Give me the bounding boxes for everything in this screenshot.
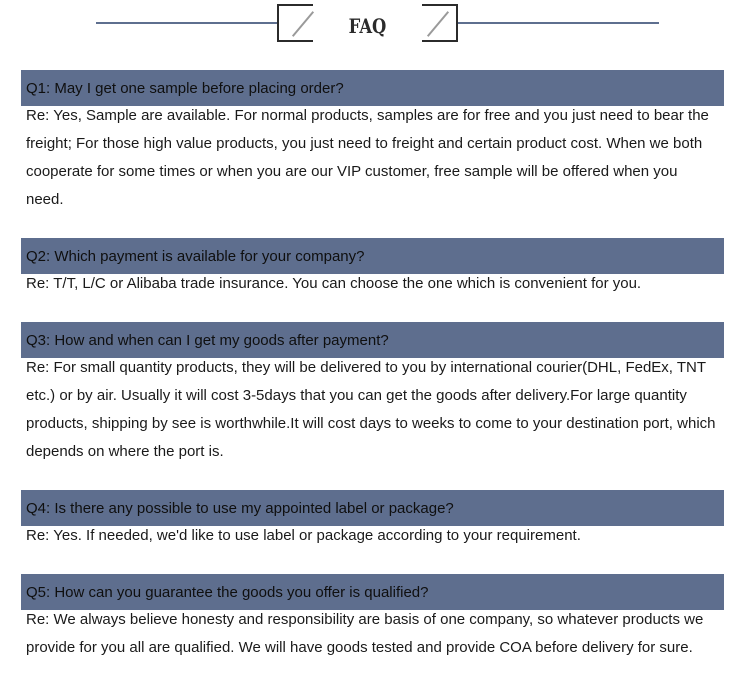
faq-question-4: Q4: Is there any possible to use my appointed label or package?: [21, 490, 724, 526]
faq-answer-5: Re: We always believe honesty and responsibility are basis of one company, so whatever products we provide for you all are qualified. We will have goods tested and provide COA before delivery for sure.: [26, 611, 704, 656]
faq-answer-3: Re: For small quantity products, they will be delivered to you by international courier(DHL, FedEx, TNT etc.) or by air. Usually it will cost 3-5days that you can get the goods after delivery.For large quantity products, shipping by see is worthwhile.It will cost days to weeks to come to your destination port, which depends on where the port is.: [26, 359, 716, 460]
faq-header: [0, 0, 750, 50]
faq-question-5: Q5: How can you guarantee the goods you offer is qualified?: [21, 574, 724, 610]
faq-item-1: [21, 70, 724, 214]
faq-answer-1: Re: Yes, Sample are available. For normal products, samples are for free and you just need to bear the freight; For those high value products, you just need to freight and certain product cost. When we both cooperate for some times or when you are our VIP customer, free sample will be offered when you need.: [26, 107, 709, 208]
header-line-left: [96, 22, 277, 24]
faq-item-4: [21, 490, 724, 550]
header-bracket-left: [277, 4, 313, 42]
faq-item-2: [21, 238, 724, 298]
faq-item-3: [21, 322, 724, 466]
faq-question-3: Q3: How and when can I get my goods after payment?: [21, 322, 724, 358]
faq-item-5: [21, 574, 724, 662]
faq-answer-2: Re: T/T, L/C or Alibaba trade insurance. You can choose the one which is convenient for you.: [26, 275, 642, 292]
header-line-right: [458, 22, 659, 24]
faq-question-1: Q1: May I get one sample before placing order?: [21, 70, 724, 106]
faq-answer-4: Re: Yes. If needed, we'd like to use label or package according to your requirement.: [26, 527, 581, 544]
faq-question-2: Q2: Which payment is available for your company?: [21, 238, 724, 274]
page-title: FAQ: [348, 14, 387, 38]
